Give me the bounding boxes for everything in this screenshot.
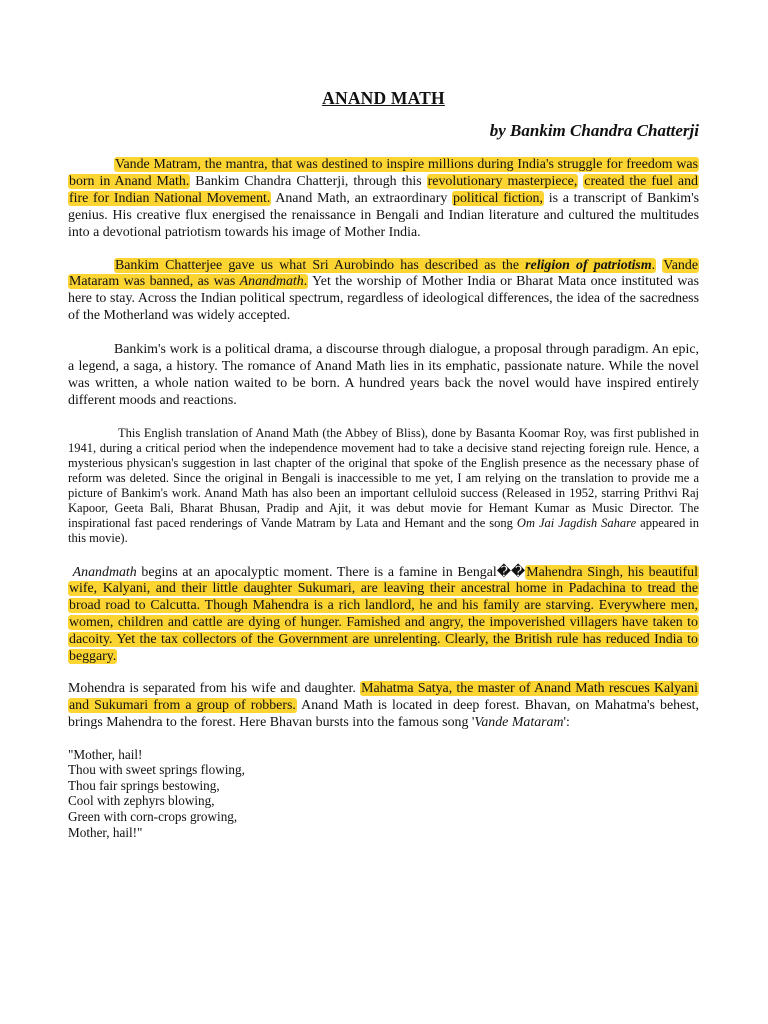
text-run: Anand Math, an extraordinary [271, 190, 452, 206]
poem-line: "Mother, hail! [68, 746, 143, 762]
text-run: begins at an apocalyptic moment. There is a famine in Bengal�� [136, 564, 526, 580]
italic-title: Anandmath [239, 274, 304, 290]
emphasis: religion of patriotism [525, 257, 652, 273]
text-run: Yet the worship of Mother India or Bharat Mata once instituted was here to stay. Across the Indian political spectrum, regardless of ideological differences, the idea of the sacredness of the Motherland was widely accepted. [68, 274, 699, 324]
text-run: ': [563, 714, 570, 730]
poem-line: Thou with sweet springs flowing, [68, 762, 245, 778]
text-run: is a transcript of Bankim's genius. His creative flux energised the renaissance in Bengali and Indian literature and cultured the multitudes into a devotional patriotism towards his image of Mother India. [68, 190, 699, 240]
text-run: appeared in this movie). [68, 516, 699, 546]
paragraph-apocalyptic-moment [68, 565, 699, 666]
text-run: This English translation of Anand Math (the Abbey of Bliss), done by Basanta Koomar Roy, was first published in 1941, during a critical period when the independence movement had to take a decisive stand rejecting foreign rule. Hence, a mysterious physican's suggestion in last chapter of the original that spoke of the English presence as the necessary phase of reform was deleted. Since the original in Bengali is inaccessible to me yet, I am relying on the translation to provide me a picture of Bankim's work. Anand Math has also been an important celluloid success (Released in 1952, starring Prithvi Raj Kapoor, Geeta Bali, Bharat Bhusan, Pradip and Ajit, it was debut movie for Hemant Kumar as Music Director. The inspirational fast paced renderings of Vande Matram by Lata and Hemant and the song [68, 425, 699, 531]
italic-title: Om Jai Jagdish Sahare [516, 516, 637, 531]
poem-line: Mother, hail!" [68, 824, 143, 840]
text-run: Vande Mataram was banned, as was [69, 257, 698, 290]
poem-line: Thou fair springs bestowing, [68, 777, 220, 793]
highlight [114, 258, 656, 273]
highlight: revolutionary masterpiece, [427, 173, 578, 189]
paragraph-mohendra-separated [68, 681, 699, 732]
text-run: Bankim Chandra Chatterji, through this [190, 173, 427, 189]
document-page [68, 88, 699, 840]
text-run: . [651, 257, 656, 273]
paragraph-english-translation [68, 426, 699, 547]
text-run: Mohendra is separated from his wife and daughter. [68, 680, 361, 696]
poem-line: Cool with zephyrs blowing, [68, 793, 215, 809]
document-title: ANAND MATH [322, 88, 445, 108]
highlight: Mahendra Singh, his beautiful wife, Kalyani, and their little daughter Sukumari, are leaving their ancestral home in Padachina to tread the broad road to Calcutta. Though Mahendra is a rich landlord, he and his family are starving. Everywhere men, women, children and cattle are dying of hunger. Famished and angry, the impoverished villagers have taken to dacoity. Yet the tax collectors of the Government are unrelenting. Clearly, the British rule has reduced India to beggary. [69, 564, 698, 665]
poem-line: Green with corn-crops growing, [68, 809, 238, 825]
highlight: Vande Matram, the mantra, that was destined to inspire millions during India's struggle for freedom was born in Anand Math. [69, 157, 698, 189]
paragraph-political-drama: Bankim's work is a political drama, a discourse through dialogue, a proposal through paradigm. An epic, a legend, a saga, a history. The romance of Anand Math lies in its emphatic, passionate nature. While the novel was written, a whole nation waited to be born. A hundred years back the novel would have inspired entirely different moods and reactions. [68, 342, 699, 408]
text-run: . [303, 274, 308, 290]
highlight: Mahatma Satya, the master of Anand Math rescues Kalyani and Sukumari from a group of robbers. [69, 680, 698, 713]
text-run: Anand Math is located in deep forest. Bhavan, on Mahatma's behest, brings Mahendra to the forest. Here Bhavan bursts into the famous song ' [68, 697, 699, 730]
italic-title: Anandmath [72, 564, 137, 580]
author-byline: by Bankim Chandra Chatterji [489, 121, 699, 140]
highlight: created the fuel and fire for Indian National Movement. [69, 173, 698, 206]
paragraph-religion-of-patriotism [68, 258, 699, 326]
poem-vande-mataram [68, 747, 699, 841]
italic-title: Vande Mataram [474, 714, 564, 730]
text-run: Bankim Chatterjee gave us what Sri Aurobindo has described as the [115, 257, 526, 273]
highlight: political fiction, [453, 190, 543, 206]
paragraph-vande-matram [68, 157, 699, 242]
